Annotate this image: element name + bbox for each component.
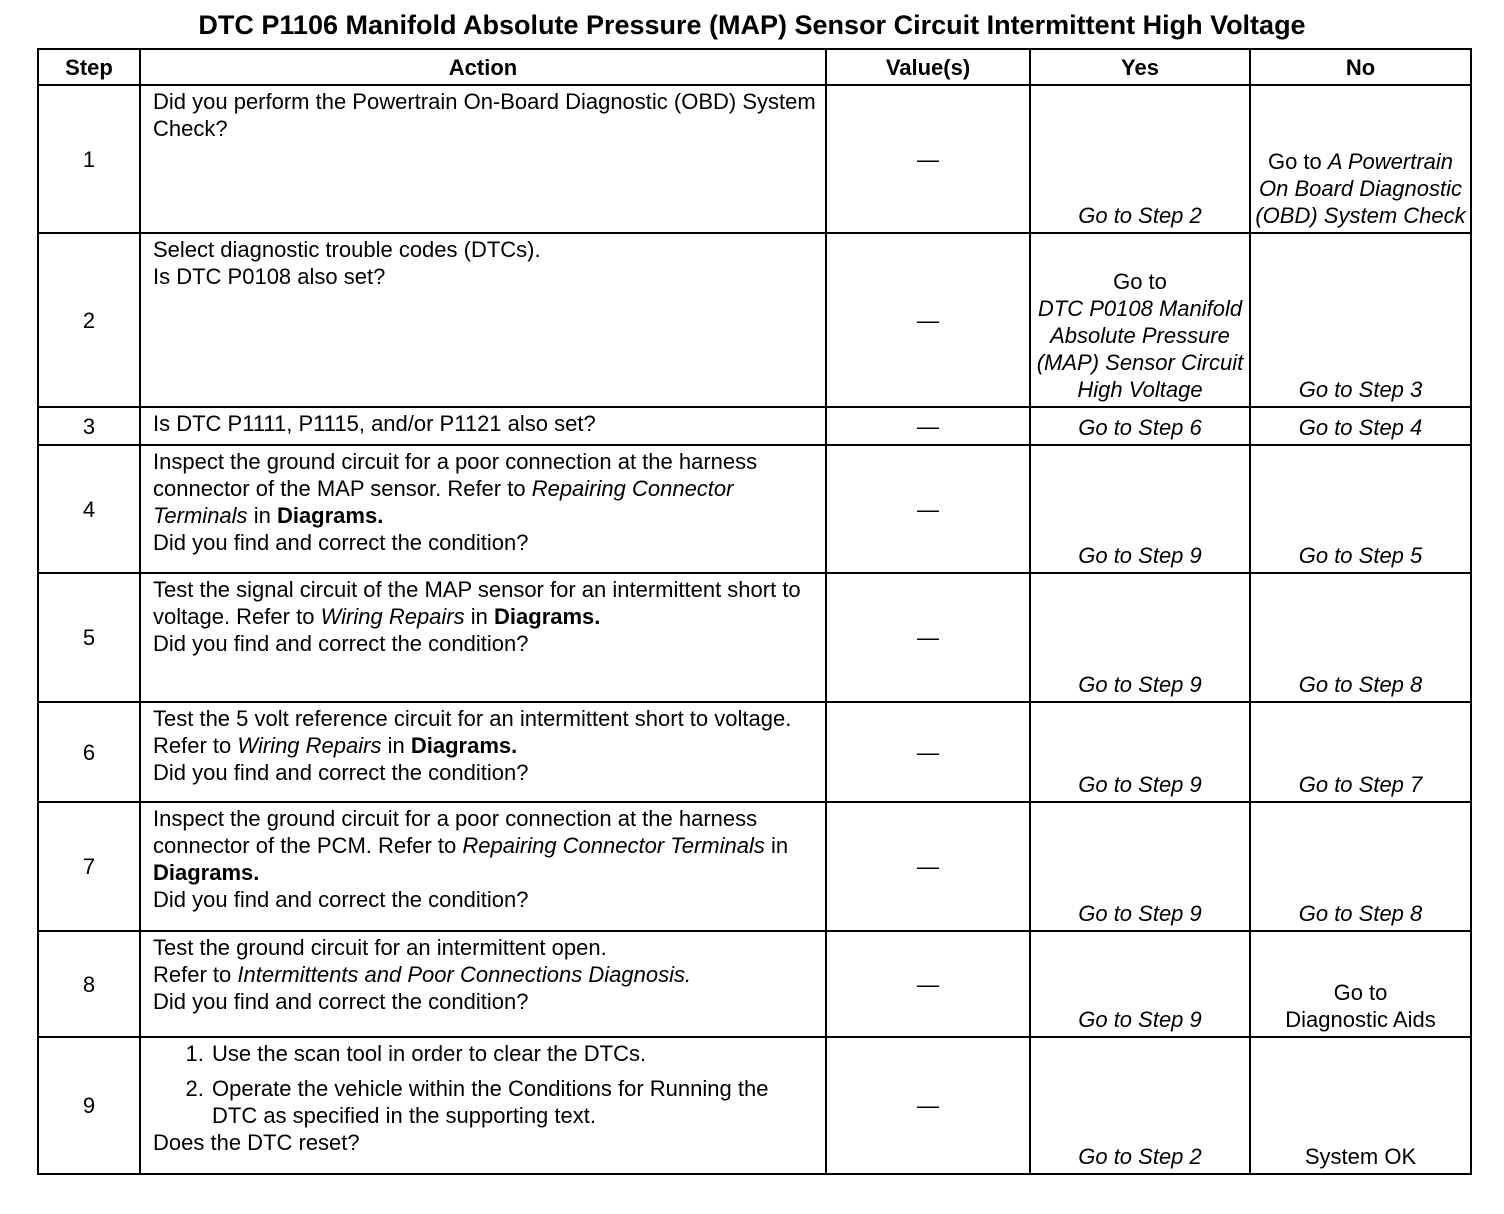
table-row xyxy=(38,931,1471,1037)
action-text xyxy=(153,805,817,886)
yes-cell xyxy=(1030,233,1250,407)
doc-name: Diagrams. xyxy=(276,503,384,528)
list-item: 2. Operate the vehicle within the Conditions for Running the DTC as specified in the supporting text. xyxy=(210,1075,817,1129)
action-text xyxy=(153,448,817,529)
in-word: in xyxy=(253,503,271,528)
no-link[interactable]: Go to Step 8 xyxy=(1298,901,1423,926)
dtc-table xyxy=(37,48,1472,1175)
table-row xyxy=(38,1037,1471,1174)
action-body: Test the signal circuit of the MAP sensor for an intermittent short to voltage. Refer to xyxy=(153,577,801,629)
action-question: Did you find and correct the condition? xyxy=(153,887,529,912)
action-cell xyxy=(140,573,826,702)
refer-word: Refer to xyxy=(153,962,232,987)
reference-link[interactable]: Repairing Connector Terminals xyxy=(153,476,734,528)
no-cell xyxy=(1250,702,1471,802)
action-question: Did you find and correct the condition? xyxy=(153,760,529,785)
action-cell xyxy=(140,233,826,407)
action-text: Select diagnostic trouble codes (DTCs). xyxy=(153,237,541,262)
action-body: Test the 5 volt reference circuit for an intermittent short to voltage. Refer to xyxy=(153,706,792,758)
reference-link[interactable]: Wiring Repairs xyxy=(320,604,465,629)
action-cell xyxy=(140,445,826,573)
table-row xyxy=(38,802,1471,931)
no-line2: Diagnostic Aids xyxy=(1285,1007,1436,1032)
action-cell xyxy=(140,85,826,233)
yes-link[interactable]: Go to Step 2 xyxy=(1078,203,1202,228)
yes-cell xyxy=(1030,445,1250,573)
action-question: Does the DTC reset? xyxy=(153,1130,360,1155)
action-cell xyxy=(140,1037,826,1174)
action-question: Did you find and correct the condition? xyxy=(153,530,529,555)
yes-ref: DTC P0108 Manifold Absolute Pressure (MAP) Sensor Circuit High Voltage xyxy=(1036,296,1244,402)
no-link[interactable]: Go to Step 4 xyxy=(1298,415,1423,440)
yes-cell xyxy=(1030,85,1250,233)
value-cell: — xyxy=(826,931,1030,1037)
action-question: Is DTC P0108 also set? xyxy=(153,264,386,289)
action-text: Test the ground circuit for an intermittent open. xyxy=(153,935,607,960)
step-number: 1 xyxy=(38,85,140,233)
in-word: in xyxy=(470,604,488,629)
no-cell xyxy=(1250,573,1471,702)
value-cell: — xyxy=(826,573,1030,702)
action-cell xyxy=(140,407,826,445)
table-row xyxy=(38,233,1471,407)
doc-name: Diagrams. xyxy=(153,860,260,885)
action-cell xyxy=(140,702,826,802)
value-cell: — xyxy=(826,702,1030,802)
yes-link[interactable]: Go to Step 9 xyxy=(1078,543,1202,568)
no-prefix: Go to xyxy=(1267,149,1322,174)
no-result: System OK xyxy=(1304,1144,1417,1169)
yes-cell xyxy=(1030,802,1250,931)
doc-name: Diagrams. xyxy=(494,604,601,629)
in-word: in xyxy=(387,733,405,758)
step-number: 3 xyxy=(38,407,140,445)
yes-link[interactable]: Go to Step 2 xyxy=(1078,1144,1202,1169)
action-cell xyxy=(140,802,826,931)
page-title: DTC P1106 Manifold Absolute Pressure (MAP) Sensor Circuit Intermittent High Voltage xyxy=(198,10,1306,40)
no-ref: A Powertrain On Board Diagnostic (OBD) System Check xyxy=(1255,149,1466,228)
table-row xyxy=(38,702,1471,802)
step-number: 4 xyxy=(38,445,140,573)
table-row xyxy=(38,573,1471,702)
step-number: 7 xyxy=(38,802,140,931)
reference-link[interactable]: Repairing Connector Terminals xyxy=(462,833,765,858)
action-question: Did you find and correct the condition? xyxy=(153,989,529,1014)
header-yes: Yes xyxy=(1030,49,1250,85)
step-number: 5 xyxy=(38,573,140,702)
yes-cell xyxy=(1030,702,1250,802)
value-cell: — xyxy=(826,85,1030,233)
yes-link[interactable]: Go to Step 9 xyxy=(1078,901,1202,926)
table-row xyxy=(38,85,1471,233)
in-word: in xyxy=(770,833,789,858)
list-item: 1. Use the scan tool in order to clear the DTCs. xyxy=(210,1040,817,1067)
action-list xyxy=(153,1040,817,1129)
no-cell xyxy=(1250,407,1471,445)
no-cell xyxy=(1250,85,1471,233)
no-link[interactable]: Go to Step 8 xyxy=(1298,672,1423,697)
no-cell xyxy=(1250,445,1471,573)
yes-cell xyxy=(1030,573,1250,702)
no-line1: Go to xyxy=(1333,980,1388,1005)
yes-cell xyxy=(1030,931,1250,1037)
table-row xyxy=(38,445,1471,573)
yes-link[interactable]: Go to Step 6 xyxy=(1078,415,1202,440)
header-no: No xyxy=(1250,49,1471,85)
yes-prefix: Go to xyxy=(1113,269,1167,294)
value-cell: — xyxy=(826,445,1030,573)
reference-link[interactable]: Wiring Repairs xyxy=(237,733,382,758)
no-cell xyxy=(1250,802,1471,931)
yes-link[interactable]: Go to Step 9 xyxy=(1078,772,1202,797)
step-number: 2 xyxy=(38,233,140,407)
header-row xyxy=(38,49,1471,85)
action-cell xyxy=(140,931,826,1037)
table-row xyxy=(38,407,1471,445)
step-number: 9 xyxy=(38,1037,140,1174)
doc-name: Diagrams. xyxy=(410,733,518,758)
yes-link[interactable]: Go to Step 9 xyxy=(1078,672,1202,697)
value-cell: — xyxy=(826,802,1030,931)
no-link[interactable]: Go to Step 5 xyxy=(1298,543,1423,568)
no-link[interactable] xyxy=(1285,979,1435,1033)
no-link[interactable]: Go to Step 3 xyxy=(1298,377,1423,402)
no-link[interactable]: Go to Step 7 xyxy=(1298,772,1423,797)
yes-link[interactable]: Go to Step 9 xyxy=(1078,1007,1202,1032)
action-body: Inspect the ground circuit for a poor connection at the harness connector of the PCM. Refer to xyxy=(153,806,758,858)
value-cell: — xyxy=(826,233,1030,407)
reference-link[interactable]: Intermittents and Poor Connections Diagnosis. xyxy=(237,962,692,987)
no-link[interactable] xyxy=(1255,148,1466,229)
no-cell xyxy=(1250,931,1471,1037)
yes-cell xyxy=(1030,407,1250,445)
action-question: Did you perform the Powertrain On-Board Diagnostic (OBD) System Check? xyxy=(153,89,816,141)
action-question: Did you find and correct the condition? xyxy=(153,631,529,656)
action-refer xyxy=(153,961,817,988)
action-text xyxy=(153,576,817,630)
header-action: Action xyxy=(140,49,826,85)
step-number: 8 xyxy=(38,931,140,1037)
no-cell xyxy=(1250,233,1471,407)
step-number: 6 xyxy=(38,702,140,802)
action-text xyxy=(153,705,817,759)
header-step: Step xyxy=(38,49,140,85)
action-question: Is DTC P1111, P1115, and/or P1121 also set? xyxy=(153,411,596,436)
value-cell: — xyxy=(826,1037,1030,1174)
action-body: Inspect the ground circuit for a poor connection at the harness connector of the MAP sensor. Refer to xyxy=(153,449,758,501)
yes-link[interactable] xyxy=(1035,268,1245,403)
yes-cell xyxy=(1030,1037,1250,1174)
no-cell xyxy=(1250,1037,1471,1174)
value-cell: — xyxy=(826,407,1030,445)
header-values: Value(s) xyxy=(826,49,1030,85)
